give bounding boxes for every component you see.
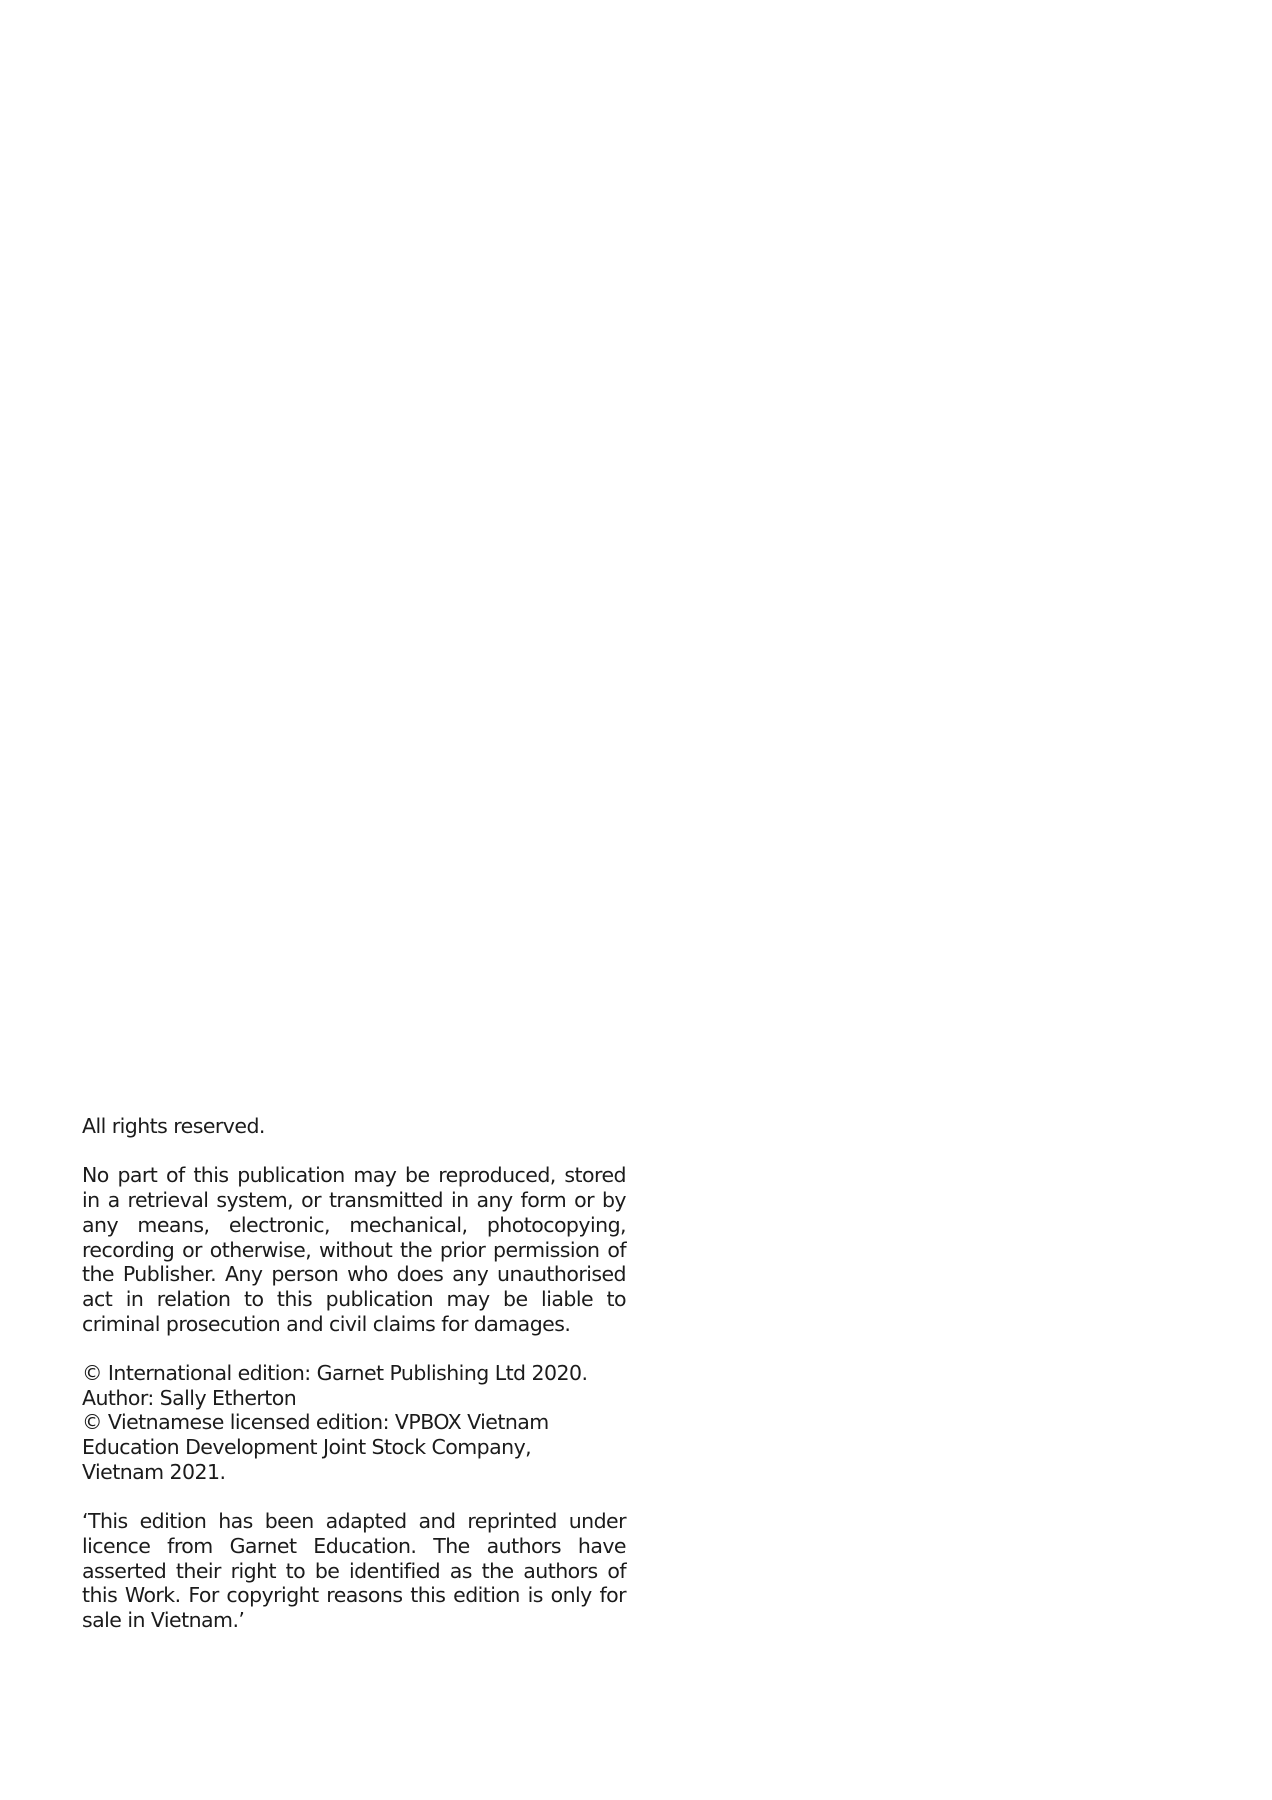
copyright-notice-block <box>82 1114 626 1633</box>
rights-reserved-text: All rights reserved. <box>82 1114 265 1138</box>
licence-note-paragraph: ‘This edition has been adapted and reprinted under licence from Garnet Education. The authors have asserted their right to be identified as the authors of this Work. For copyright reasons this edition is only for sale in Vietnam.’ <box>82 1509 626 1633</box>
author-line: Author: Sally Etherton <box>82 1385 297 1410</box>
international-edition-line: © International edition: Garnet Publishing Ltd 2020. <box>82 1361 588 1385</box>
vietnamese-edition-line: © Vietnamese licensed edition: VPBOX Vietnam Education Development Joint Stock Company, <box>82 1410 549 1460</box>
reproduction-notice-paragraph: No part of this publication may be reproduced, stored in a retrieval system, or transmitted in any form or by any means, electronic, mechanical, photocopying, recording or otherwise, without the prior permission of the Publisher. Any person who does any unauthorised act in relation to this publication may be liable to criminal prosecution and civil claims for damages. <box>82 1163 626 1336</box>
edition-credits <box>82 1361 626 1485</box>
vietnam-year-line: Vietnam 2021. <box>82 1459 226 1484</box>
